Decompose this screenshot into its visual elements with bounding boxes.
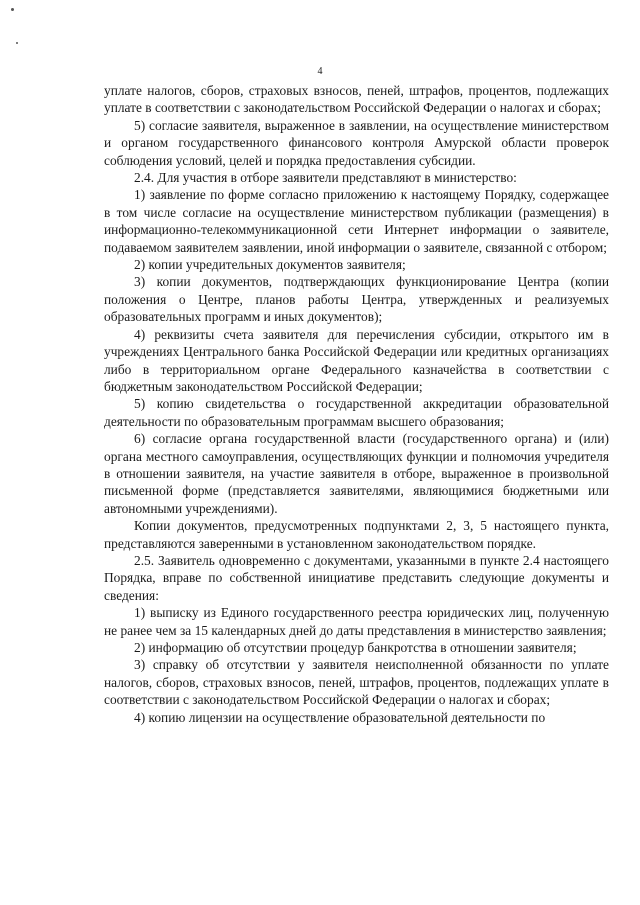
paragraph-15: 4) копию лицензии на осуществление образовательной деятельности по xyxy=(134,709,546,725)
scan-speck-top xyxy=(11,8,14,11)
paragraph-14: 3) справку об отсутствии у заявителя неисполненной обязанности по уплате налогов, сборов, страховых взносов, пеней, штрафов, процентов, подлежащих уплате в соответствии с законодательством Российской Федерации о налогах и сборах; xyxy=(104,657,609,708)
scan-speck-left xyxy=(16,42,18,44)
paragraph-12: 1) выписку из Единого государственного реестра юридических лиц, полученную не ранее чем за 15 календарных дней до даты представления в министерство заявления; xyxy=(104,605,609,638)
paragraph-11: 2.5. Заявитель одновременно с документами, указанными в пункте 2.4 настоящего Порядка, вправе по собственной инициативе представить следующие документы и сведения: xyxy=(104,552,609,603)
paragraph-2: 5) согласие заявителя, выраженное в заявлении, на осуществление министерством и органом государственного финансового контроля Амурской области проверок соблюдения условий, целей и порядка предоставления субсидии. xyxy=(104,117,609,168)
document-body xyxy=(104,82,609,726)
paragraph-7: 4) реквизиты счета заявителя для перечисления субсидии, открытого им в учреждениях Центрального банка Российской Федерации или кредитных организациях либо в территориальном органе Федерального казначейства в соответствии с бюджетным законодательством Российской Федерации; xyxy=(104,326,609,394)
page-number: 4 xyxy=(317,66,323,77)
paragraph-3: 2.4. Для участия в отборе заявители представляют в министерство: xyxy=(134,170,517,186)
paragraph-13: 2) информацию об отсутствии процедур банкротства в отношении заявителя; xyxy=(134,640,577,655)
paragraph-4: 1) заявление по форме согласно приложению к настоящему Порядку, содержащее в том числе согласие на осуществление министерством публикации (размещения) в информационно-телекоммуникационной сети Интернет информации о заявителе, подаваемом заявителем заявлении, иной информации о заявителе, связанной с отбором; xyxy=(104,187,609,255)
paragraph-9: 6) согласие органа государственной власти (государственного органа) и (или) органа местного самоуправления, осуществляющих функции и полномочия учредителя в отношении заявителя, на участие заявителя в отборе, выраженное в произвольной письменной форме (представляется заявителями, являющимися бюджетными или автономными учреждениями). xyxy=(104,431,609,516)
paragraph-6: 3) копии документов, подтверждающих функционирование Центра (копии положения о Центре, планов работы Центра, утвержденных и реализуемых образовательных программ и иных документов); xyxy=(104,274,609,325)
paragraph-5: 2) копии учредительных документов заявителя; xyxy=(134,257,406,273)
paragraph-1: уплате налогов, сборов, страховых взносов, пеней, штрафов, процентов, подлежащих уплате в соответствии с законодательством Российской Федерации о налогах и сборах; xyxy=(104,83,609,116)
paragraph-8: 5) копию свидетельства о государственной аккредитации образовательной деятельности по образовательным программам высшего образования; xyxy=(104,396,609,429)
paragraph-10: Копии документов, предусмотренных подпунктами 2, 3, 5 настоящего пункта, представляются заверенными в установленном законодательством порядке. xyxy=(104,518,609,551)
